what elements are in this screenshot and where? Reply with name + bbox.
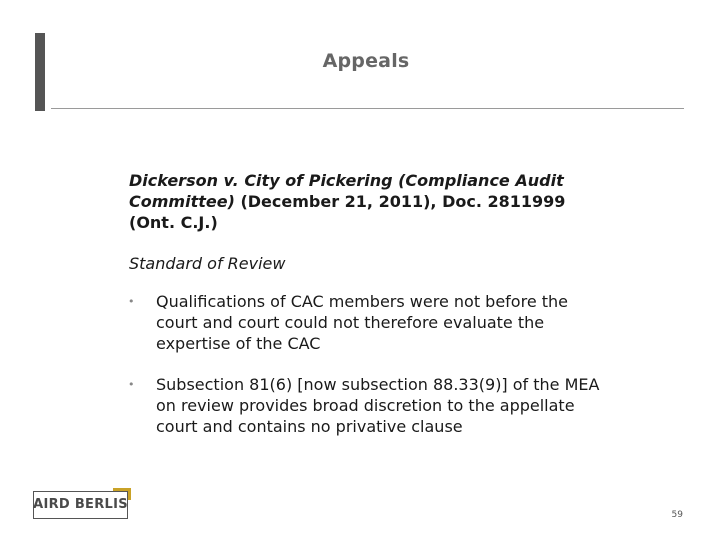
page-number: 59 [671,510,683,520]
title-accent-bar [35,33,45,111]
case-details: (December 21, 2011), Doc. 2811999 (Ont. C.J.) [129,192,566,232]
bullet-icon: • [128,378,135,391]
section-subheading: Standard of Review [129,254,286,273]
logo-text: AIRD BERLIS [33,497,128,512]
logo-accent-vertical [128,488,131,500]
slide-title: Appeals [322,50,410,72]
list-item [129,291,609,354]
bullet-icon: • [128,295,135,308]
slide-body [129,170,609,457]
case-citation [129,170,609,233]
aird-berlis-logo [33,491,128,519]
list-item [129,374,609,437]
case-name: Dickerson v. City of Pickering (Compliance Audit Committee) [129,171,564,211]
bullet-text: Qualifications of CAC members were not before the court and court could not therefore evaluate the expertise of the CAC [156,292,569,353]
title-divider [51,108,684,109]
bullet-text: Subsection 81(6) [now subsection 88.33(9)] of the MEA on review provides broad discretion to the appellate court and contains no privative clause [156,375,600,436]
bullet-list [129,291,609,437]
